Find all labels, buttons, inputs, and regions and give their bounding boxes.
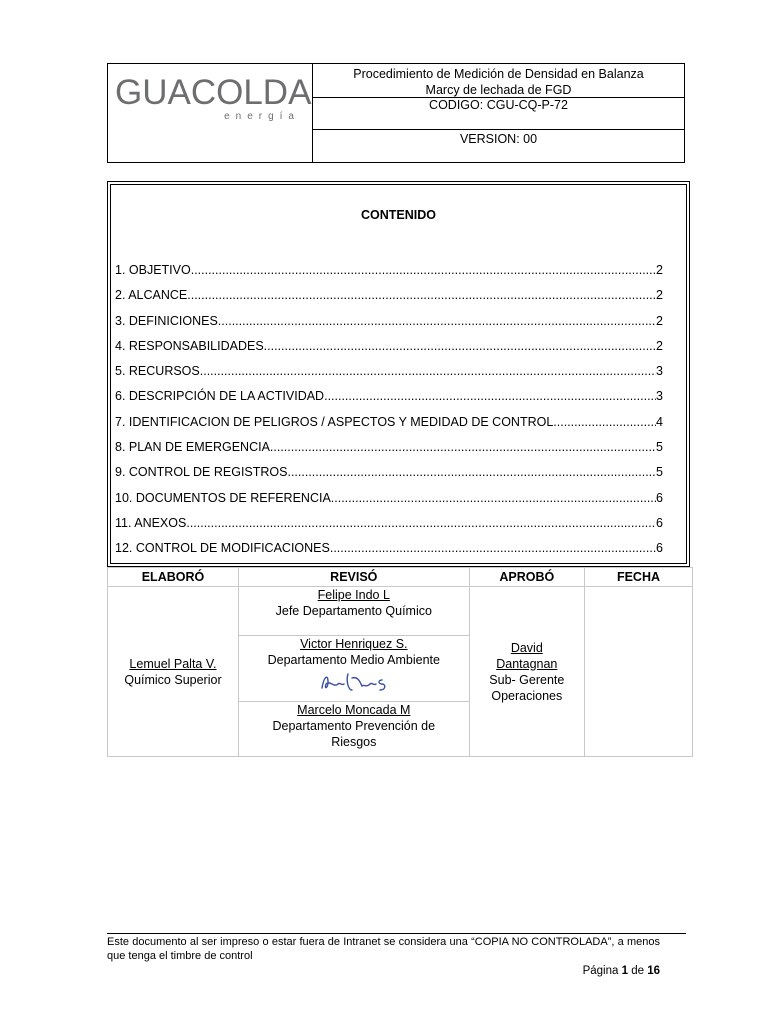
fecha-cell	[584, 587, 692, 757]
toc-inner-border	[110, 184, 687, 564]
toc-entry-label: 1. OBJETIVO	[115, 263, 191, 277]
toc-leader-dots	[324, 388, 656, 404]
aprobo-role-line1: Sub- Gerente	[489, 672, 565, 687]
logo-tagline: energía	[224, 111, 300, 122]
approval-body-row	[108, 587, 693, 757]
toc-entry-label: 4. RESPONSABILIDADES	[115, 338, 264, 353]
toc-leader-dots	[218, 313, 656, 329]
document-version: VERSION: 00	[459, 132, 538, 146]
toc-entry-page: 2	[656, 313, 663, 328]
toc-entry-label: 3. DEFINICIONES	[115, 313, 218, 328]
toc-leader-dots	[553, 414, 656, 430]
toc-leader-dots	[187, 287, 656, 303]
toc-entry-page: 3	[656, 364, 663, 379]
aprobo-name-line1: David	[510, 640, 543, 655]
toc-entry[interactable]	[115, 439, 663, 464]
elaboro-cell	[108, 587, 239, 757]
page-prefix: Página	[582, 965, 619, 977]
toc-leader-dots	[270, 439, 656, 455]
toc-entry[interactable]	[115, 388, 663, 413]
reviso-3-role-line2: Riesgos	[331, 735, 377, 749]
page-current: 1	[621, 965, 628, 977]
approval-table	[107, 567, 693, 757]
toc-entry-page: 5	[656, 440, 663, 455]
toc-entry-page: 4	[656, 414, 663, 429]
document-info	[313, 64, 684, 162]
toc-entry[interactable]	[115, 464, 663, 489]
toc-entry[interactable]	[115, 515, 663, 540]
header-elaboro: ELABORÓ	[108, 568, 239, 587]
document-header	[107, 63, 685, 163]
toc-entry[interactable]	[115, 262, 663, 287]
document-title-line1: Procedimiento de Medición de Densidad en Balanza	[353, 67, 644, 81]
reviso-2-name: Victor Henriquez S.	[300, 637, 408, 651]
signature-icon	[314, 670, 394, 694]
aprobo-role-line2: Operaciones	[491, 688, 563, 703]
toc-entry-page: 2	[656, 263, 663, 277]
toc-entry[interactable]	[115, 287, 663, 312]
reviso-3-name: Marcelo Moncada M	[297, 703, 411, 717]
reviso-entry-3	[239, 702, 469, 750]
logo-wordmark: GUACOLDA	[115, 73, 312, 112]
footer-divider	[107, 933, 686, 934]
toc-entry-label: 12. CONTROL DE MODIFICACIONES	[115, 541, 330, 556]
toc-entry-label: 11. ANEXOS	[115, 515, 187, 530]
header-fecha: FECHA	[584, 568, 692, 587]
toc-entry-page: 2	[656, 288, 663, 303]
toc-entry-label: 5. RECURSOS	[115, 364, 200, 379]
toc-entry[interactable]	[115, 313, 663, 338]
reviso-entry-2	[239, 636, 469, 702]
document-title-line2: Marcy de lechada de FGD	[425, 83, 572, 97]
toc-entry-label: 9. CONTROL DE REGISTROS	[115, 465, 288, 480]
elaboro-name: Lemuel Palta V.	[129, 656, 217, 671]
toc-leader-dots	[287, 464, 656, 480]
reviso-3-role-line1: Departamento Prevención de	[272, 719, 436, 733]
reviso-1-name: Felipe Indo L	[317, 588, 390, 602]
elaboro-role: Químico Superior	[124, 672, 222, 687]
toc-entry-label: 8. PLAN DE EMERGENCIA	[115, 440, 270, 455]
page-of: de	[631, 965, 644, 977]
toc-entry-page: 6	[656, 490, 663, 505]
company-logo	[108, 64, 313, 162]
toc-entry-page: 6	[656, 515, 663, 530]
approval-header-row	[108, 568, 693, 587]
toc-entry-page: 5	[656, 465, 663, 480]
reviso-entry-1	[239, 587, 469, 636]
reviso-cell	[238, 587, 469, 757]
toc-entry[interactable]	[115, 363, 663, 388]
toc-leader-dots	[330, 540, 656, 556]
toc-entry[interactable]	[115, 338, 663, 363]
toc-leader-dots	[200, 363, 656, 379]
toc-entry-page: 6	[656, 541, 663, 556]
toc-entry[interactable]	[115, 540, 663, 565]
page-number	[583, 965, 660, 977]
reviso-1-role: Jefe Departamento Químico	[275, 604, 432, 618]
page-total: 16	[647, 965, 660, 977]
toc-entry[interactable]	[115, 490, 663, 515]
toc-leader-dots	[191, 262, 656, 278]
table-of-contents	[107, 181, 690, 567]
aprobo-cell	[469, 587, 584, 757]
header-reviso: REVISÓ	[238, 568, 469, 587]
toc-list	[115, 262, 663, 566]
toc-entry-page: 2	[656, 338, 663, 353]
reviso-2-role: Departamento Medio Ambiente	[267, 653, 440, 667]
toc-leader-dots	[264, 338, 656, 354]
toc-entry[interactable]	[115, 414, 663, 439]
header-aprobo: APROBÓ	[469, 568, 584, 587]
toc-entry-label: 2. ALCANCE	[115, 288, 188, 303]
toc-entry-label: 6. DESCRIPCIÓN DE LA ACTIVIDAD	[115, 389, 325, 404]
aprobo-name-line2: Dantagnan	[496, 656, 558, 671]
document-code: CODIGO: CGU-CQ-P-72	[313, 98, 684, 130]
toc-entry-label: 10. DOCUMENTOS DE REFERENCIA	[115, 490, 331, 505]
footer-disclaimer: Este documento al ser impreso o estar fuera de Intranet se considera una “COPIA NO CONTROLADA”, a menos que tenga el timbre de control	[107, 936, 660, 962]
toc-leader-dots	[331, 490, 656, 506]
toc-entry-page: 3	[656, 389, 663, 404]
toc-heading: CONTENIDO	[361, 208, 436, 222]
toc-leader-dots	[186, 515, 656, 531]
document-title	[313, 64, 684, 98]
toc-entry-label: 7. IDENTIFICACION DE PELIGROS / ASPECTOS Y MEDIDAD DE CONTROL	[115, 414, 554, 429]
